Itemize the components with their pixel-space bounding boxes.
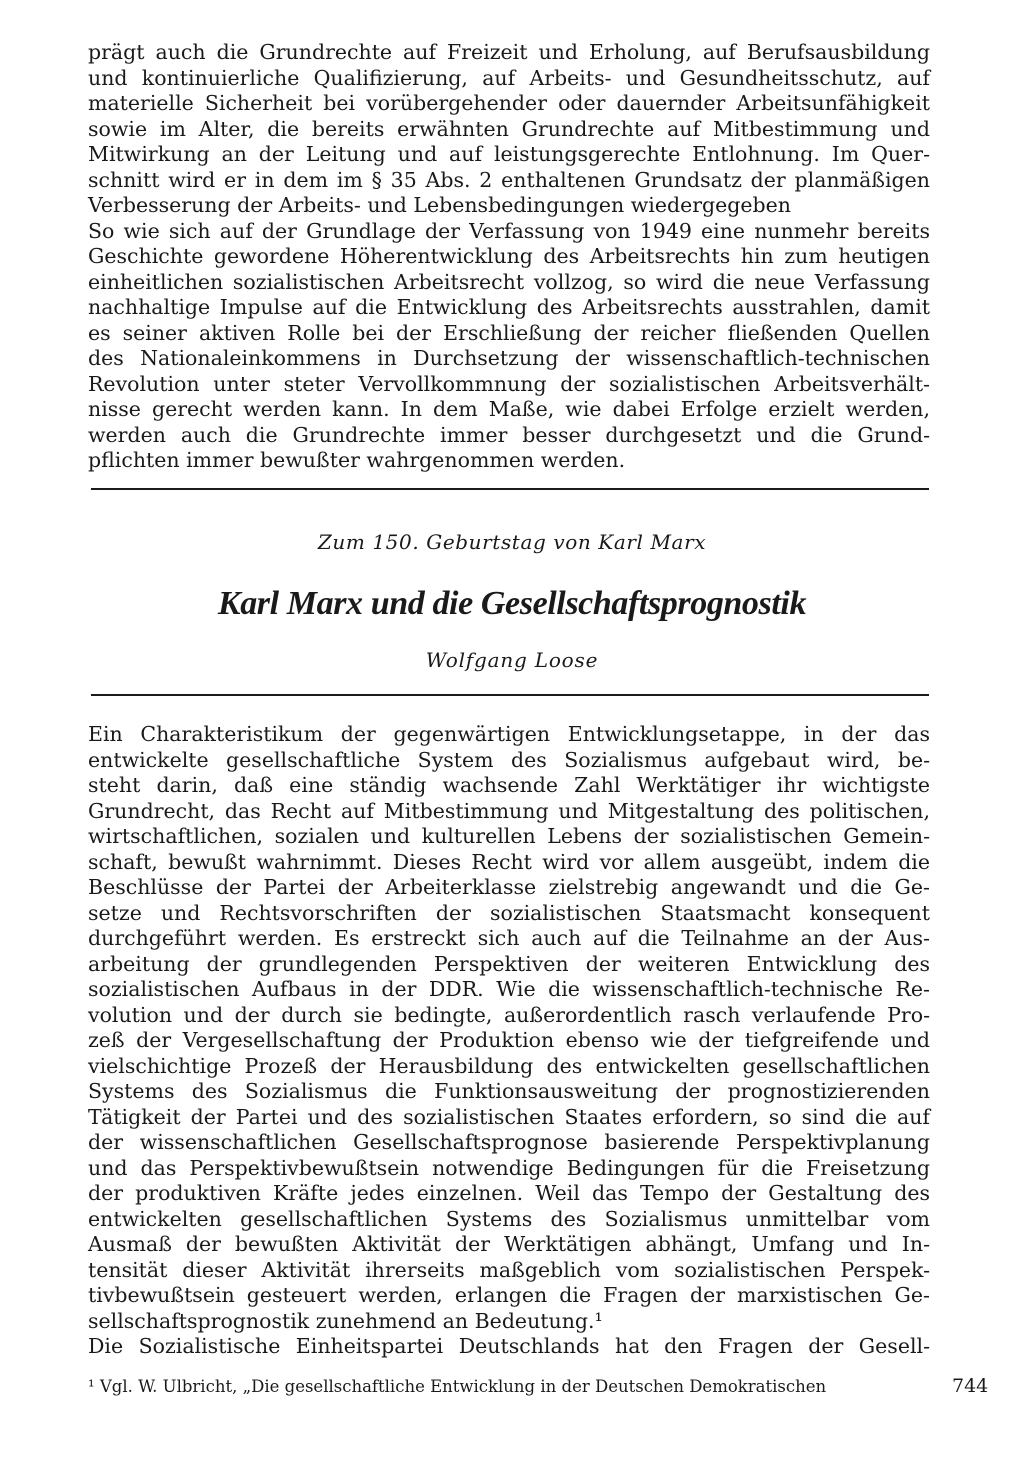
text-line: Beschlüsse der Partei der Arbeiterklasse zielstrebig angewandt und die Ge-: [88, 875, 930, 899]
text-line: Mitwirkung an der Leitung und auf leistungsgerechte Entlohnung. Im Quer-: [88, 142, 930, 166]
article-occasion: Zum 150. Geburtstag von Karl Marx: [317, 530, 707, 554]
text-line: sozialistischen Aufbaus in der DDR. Wie die wissenschaftlich-technische Re-: [88, 977, 930, 1001]
article-title: Karl Marx und die Gesellschaftsprognostik: [217, 585, 807, 622]
text-line: wirtschaftlichen, sozialen und kulturellen Lebens der sozialistischen Gemein-: [88, 824, 930, 848]
text-line: entwickelten gesellschaftlichen Systems des Sozialismus unmittelbar vom: [88, 1206, 930, 1231]
text-line: prägt auch die Grundrechte auf Freizeit und Erholung, auf Berufsausbildung: [88, 40, 930, 64]
text-line: Geschichte gewordene Höherentwicklung des Arbeitsrechts hin zum heutigen: [88, 244, 930, 268]
text-line: Ausmaß der bewußten Aktivität der Werktätigen abhängt, Umfang und In-: [88, 1232, 930, 1256]
text-line: vielschichtige Prozeß der Herausbildung des entwickelten gesellschaftlichen: [88, 1053, 930, 1078]
article-author: Wolfgang Loose: [425, 648, 599, 672]
text-line: und kontinuierliche Qualifizierung, auf Arbeits- und Gesundheitsschutz, auf: [88, 65, 930, 90]
page-number: 744: [952, 1375, 989, 1397]
section-divider-bottom: [91, 694, 929, 696]
text-line: setze und Rechtsvorschriften der sozialistischen Staatsmacht konsequent: [88, 900, 930, 925]
text-line: arbeitung der grundlegenden Perspektiven der weiteren Entwicklung des: [88, 951, 930, 976]
text-line: tensität dieser Aktivität ihrerseits maßgeblich vom sozialistischen Perspek-: [88, 1257, 930, 1282]
text-line: des Nationaleinkommens in Durchsetzung der wissenschaftlich-technischen: [88, 346, 930, 370]
footnote: ¹ Vgl. W. Ulbricht, „Die gesellschaftliche Entwicklung in der Deutschen Demokratischen: [88, 1377, 827, 1396]
text-line: So wie sich auf der Grundlage der Verfassung von 1949 eine nunmehr bereits: [88, 218, 930, 243]
text-line: Tätigkeit der Partei und des sozialistischen Staates erfordern, so sind die auf: [88, 1104, 930, 1129]
text-line: es seiner aktiven Rolle bei der Erschließung der reicher fließenden Quellen: [88, 320, 930, 345]
text-line: Grundrecht, das Recht auf Mitbestimmung und Mitgestaltung des politischen,: [88, 798, 930, 823]
text-line: steht darin, daß eine ständig wachsende Zahl Werktätiger ihr wichtigste: [88, 773, 930, 797]
text-line: einheitlichen sozialistischen Arbeitsrecht vollzog, so wird die neue Verfassung: [88, 269, 930, 294]
text-line: materielle Sicherheit bei vorübergehender oder dauernder Arbeitsunfähigkeit: [88, 91, 930, 115]
section-divider-top: [91, 488, 929, 490]
text-line: durchgeführt werden. Es erstreckt sich auch auf die Teilnahme an der Aus-: [88, 926, 930, 950]
text-line: werden auch die Grundrechte immer besser durchgesetzt und die Grund-: [88, 422, 930, 447]
text-line: der produktiven Kräfte jedes einzelnen. Weil das Tempo der Gestaltung des: [88, 1181, 930, 1205]
text-line: nachhaltige Impulse auf die Entwicklung des Arbeitsrechts ausstrahlen, damit: [88, 295, 930, 319]
text-line: tivbewußtsein gesteuert werden, erlangen die Fragen der marxistischen Ge-: [88, 1283, 930, 1307]
text-line: sellschaftsprognostik zunehmend an Bedeutung.¹: [88, 1308, 603, 1333]
text-line: Verbesserung der Arbeits- und Lebensbedingungen wiedergegeben: [88, 193, 791, 217]
text-line: Die Sozialistische Einheitspartei Deutschlands hat den Fragen der Gesell-: [88, 1334, 930, 1358]
text-line: Revolution unter steter Vervollkommnung der sozialistischen Arbeitsverhält-: [88, 371, 930, 396]
text-line: schnitt wird er in dem im § 35 Abs. 2 enthaltenen Grundsatz der planmäßigen: [88, 167, 930, 192]
text-line: volution und der durch sie bedingte, außerordentlich rasch verlaufende Pro-: [88, 1002, 930, 1027]
text-line: Systems des Sozialismus die Funktionsausweitung der prognostizierenden: [88, 1079, 930, 1103]
text-line: entwickelte gesellschaftliche System des Sozialismus aufgebaut wird, be-: [88, 747, 930, 772]
article-body-text: [88, 722, 930, 1360]
text-line: der wissenschaftlichen Gesellschaftsprognose basierende Perspektivplanung: [88, 1130, 930, 1154]
text-line: sowie im Alter, die bereits erwähnten Grundrechte auf Mitbestimmung und: [88, 116, 930, 141]
previous-article-text: [88, 40, 930, 474]
text-line: schaft, bewußt wahrnimmt. Dieses Recht wird vor allem ausgeübt, indem die: [88, 849, 930, 874]
text-line: zeß der Vergesellschaftung der Produktion ebenso wie der tiefgreifende und: [88, 1028, 930, 1052]
text-line: Ein Charakteristikum der gegenwärtigen Entwicklungsetappe, in der das: [88, 722, 930, 746]
text-line: und das Perspektivbewußtsein notwendige Bedingungen für die Freisetzung: [88, 1155, 930, 1180]
text-line: pflichten immer bewußter wahrgenommen werden.: [88, 448, 626, 472]
text-line: nisse gerecht werden kann. In dem Maße, wie dabei Erfolge erzielt werden,: [88, 397, 930, 421]
